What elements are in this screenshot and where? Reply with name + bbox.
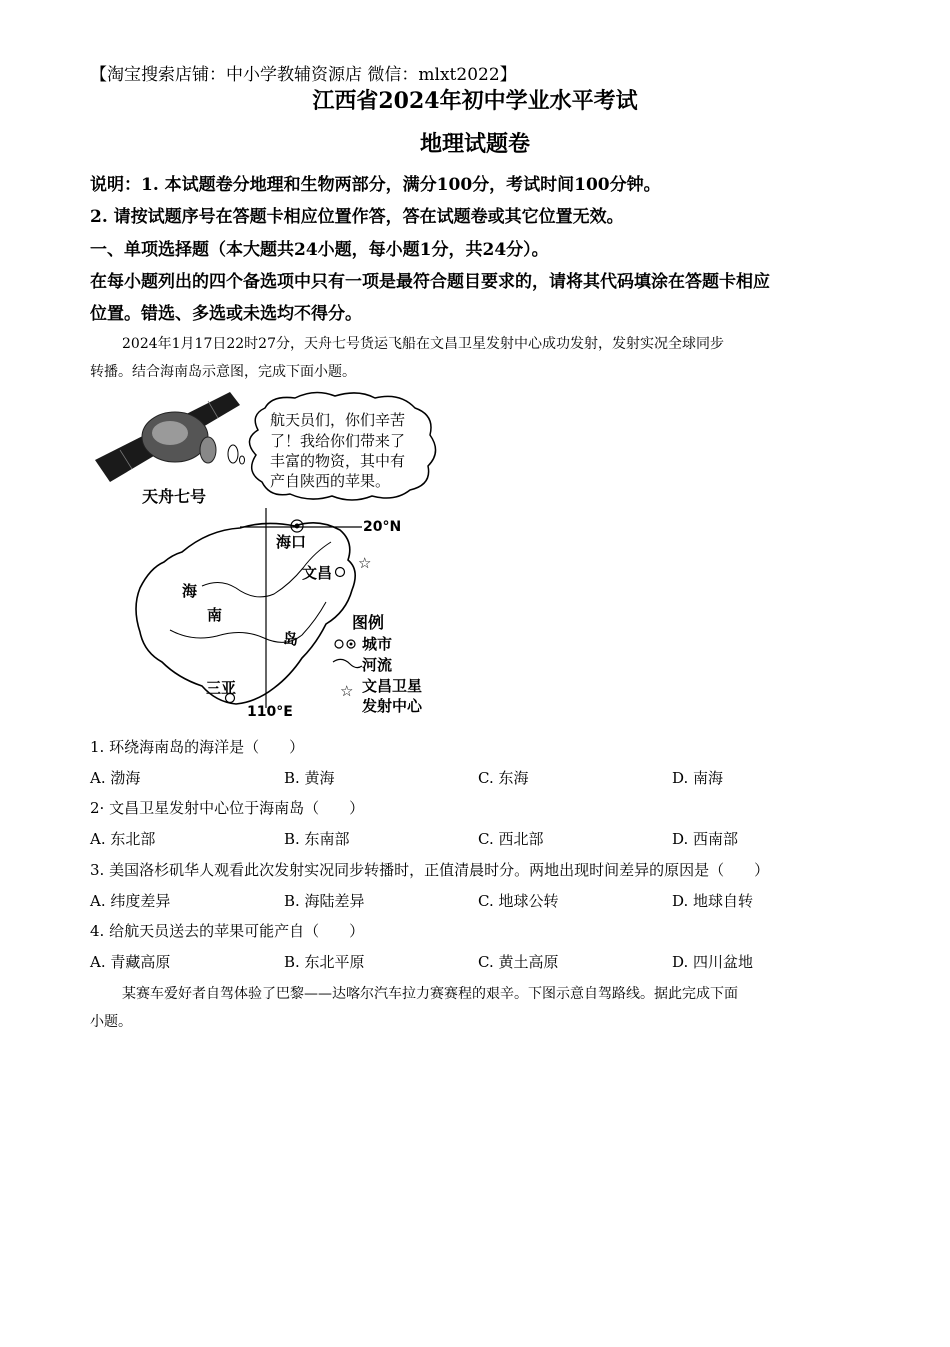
haikou-label: 海口 (276, 533, 307, 551)
haikou-city-dot (295, 524, 300, 529)
island-outline (136, 523, 355, 704)
legend-title: 图例 (352, 613, 385, 632)
bubble-line-3: 丰富的物资，其中有 (270, 452, 406, 470)
passage-1-line-2: 转播。结合海南岛示意图，完成下面小题。 (90, 364, 356, 380)
q2-option-c: C. 西北部 (478, 830, 544, 848)
island-char-3: 岛 (283, 630, 299, 648)
bubble-line-2: 了！我给你们带来了 (270, 432, 406, 450)
thought-dot-small (240, 456, 245, 464)
q2-option-a: A. 东北部 (90, 830, 156, 848)
q4-option-b: B. 东北平原 (284, 953, 365, 971)
question-1-stem: 1. 环绕海南岛的海洋是（ ） (90, 738, 305, 756)
legend-star-icon: ☆ (340, 682, 354, 700)
hainan-map (90, 390, 450, 720)
q1-option-b: B. 黄海 (284, 769, 335, 787)
q4-option-c: C. 黄土高原 (478, 953, 559, 971)
q3-option-b: B. 海陆差异 (284, 892, 365, 910)
q4-option-d: D. 四川盆地 (672, 953, 754, 971)
legend-city-icon (335, 640, 343, 648)
instruction-line-2: 2. 请按试题序号在答题卡相应位置作答，答在试题卷或其它位置无效。 (90, 207, 624, 227)
rule-line-2: 位置。错选、多选或未选均不得分。 (90, 304, 362, 324)
island-char-2: 南 (207, 606, 223, 624)
rule-line-1: 在每小题列出的四个备选项中只有一项是最符合题目要求的，请将其代码填涂在答题卡相应 (90, 272, 770, 292)
launch-site-star-icon: ☆ (358, 554, 372, 572)
q1-option-c: C. 东海 (478, 769, 529, 787)
legend-site-label-1: 文昌卫星 (362, 677, 423, 695)
river-2 (170, 602, 326, 642)
question-2-stem: 2· 文昌卫星发射中心位于海南岛（ ） (90, 799, 365, 817)
watermark: 【淘宝搜索店铺：中小学教辅资源店 微信：mlxt2022】 (90, 65, 517, 85)
lat-label: 20°N (363, 519, 402, 535)
q3-option-c: C. 地球公转 (478, 892, 559, 910)
q3-option-d: D. 地球自转 (672, 892, 754, 910)
lon-label: 110°E (247, 704, 293, 720)
thought-dot-large (228, 445, 238, 463)
bubble-line-4: 产自陕西的苹果。 (270, 472, 391, 490)
question-3-stem: 3. 美国洛杉矶华人观看此次发射实况同步转播时，正值清晨时分。两地出现时间差异的原因是（ ） (90, 861, 770, 879)
q1-option-a: A. 渤海 (90, 769, 141, 787)
question-4-stem: 4. 给航天员送去的苹果可能产自（ ） (90, 922, 365, 940)
q3-option-a: A. 纬度差异 (90, 892, 171, 910)
legend-site-label-2: 发射中心 (362, 697, 423, 715)
passage-2-line-1: 某赛车爱好者自驾体验了巴黎——达喀尔汽车拉力赛赛程的艰辛。下图示意自驾路线。据此完成下面 (122, 986, 738, 1002)
legend-river-icon (333, 659, 362, 667)
island-char-1: 海 (182, 582, 198, 600)
spacecraft-icon (95, 392, 240, 482)
page-title: 江西省2024年初中学业水平考试 (312, 88, 638, 114)
bubble-line-1: 航天员们，你们辛苦 (270, 411, 406, 429)
spacecraft-label: 天舟七号 (142, 487, 207, 506)
wenchang-city-icon (336, 568, 345, 577)
passage-1-line-1: 2024年1月17日22时27分，天舟七号货运飞船在文昌卫星发射中心成功发射，发射实况全球同步 (122, 336, 724, 352)
q2-option-b: B. 东南部 (284, 830, 350, 848)
q2-option-d: D. 西南部 (672, 830, 739, 848)
wenchang-label: 文昌 (302, 564, 333, 582)
legend-city-label: 城市 (362, 635, 393, 653)
instruction-line-1: 说明：1. 本试题卷分地理和生物两部分，满分100分，考试时间100分钟。 (90, 175, 661, 195)
sanya-label: 三亚 (206, 679, 237, 697)
q1-option-d: D. 南海 (672, 769, 724, 787)
legend-river-label: 河流 (362, 656, 393, 674)
q4-option-a: A. 青藏高原 (90, 953, 171, 971)
section-heading: 一、单项选择题（本大题共24小题，每小题1分，共24分）。 (90, 240, 549, 260)
passage-2-line-2: 小题。 (90, 1014, 132, 1030)
page-subtitle: 地理试题卷 (419, 131, 530, 157)
legend-city-icon-dot (350, 643, 353, 646)
